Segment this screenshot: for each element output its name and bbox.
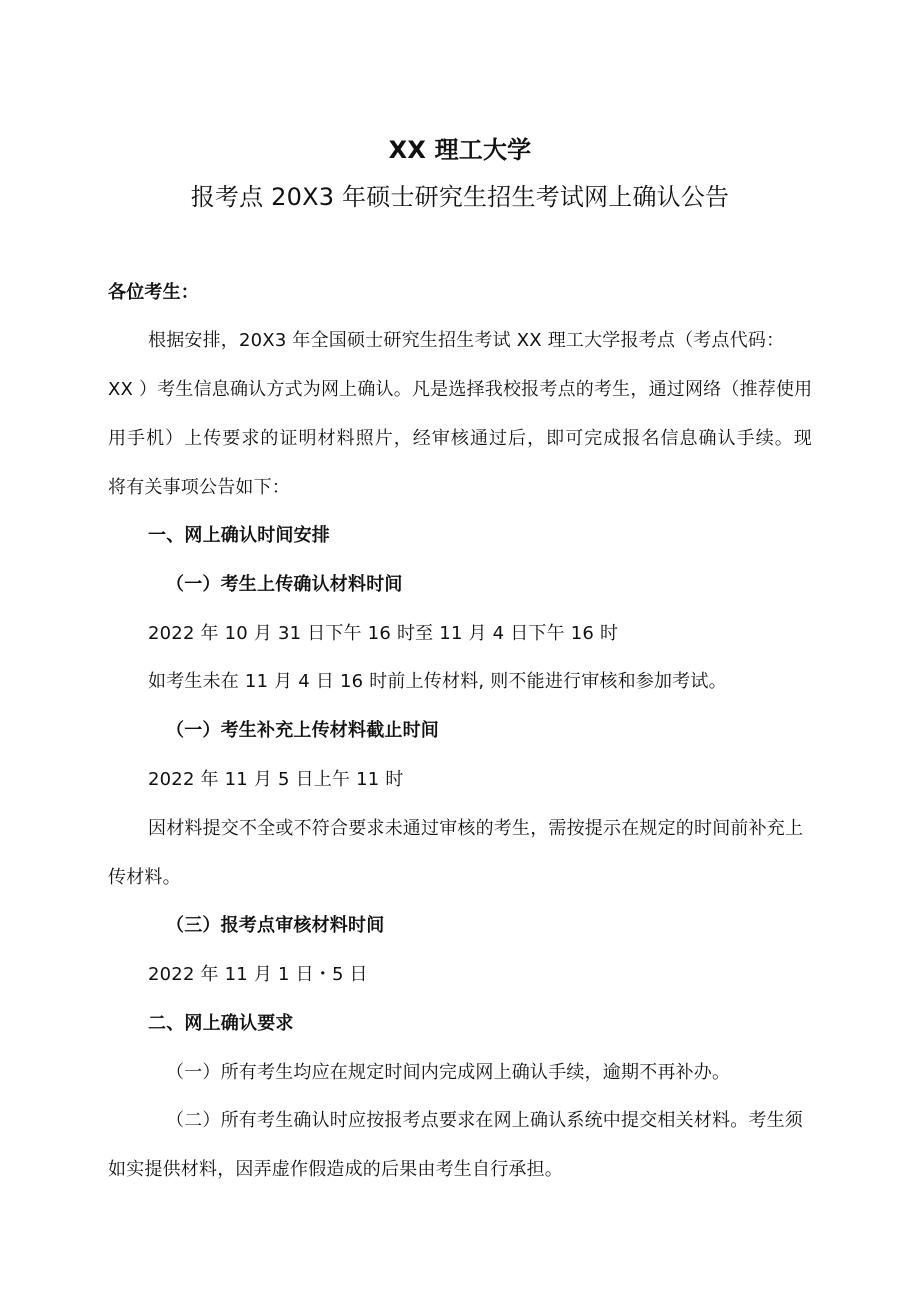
section-1-heading: 一、网上确认时间安排: [148, 525, 330, 546]
intro-line-3: 用手机）上传要求的证明材料照片，经审核通过后，即可完成报名信息确认手续。现: [108, 428, 812, 449]
section-1-sub2-note-line-1: 因材料提交不全或不符合要求未通过审核的考生，需按提示在规定的时间前补充上: [148, 818, 804, 839]
section-2-heading: 二、网上确认要求: [148, 1013, 294, 1034]
salutation: 各位考生：: [108, 282, 199, 303]
section-1-sub1-heading: （一）考生上传确认材料时间: [166, 574, 403, 595]
section-2-item-2-line-1: （二）所有考生确认时应按报考点要求在网上确认系统中提交相关材料。考生须: [166, 1110, 803, 1131]
document-subtitle: 报考点 20X3 年硕士研究生招生考试网上确认公告: [190, 183, 730, 211]
section-1-sub3-time: 2022 年 11 月 1 日・5 日: [148, 964, 368, 985]
section-1-sub2-heading: （一）考生补充上传材料截止时间: [166, 720, 439, 741]
section-1-sub2-time: 2022 年 11 月 5 日上午 11 时: [148, 769, 404, 790]
section-2-item-1: （一）所有考生均应在规定时间内完成网上确认手续，逾期不再补办。: [166, 1062, 731, 1083]
intro-line-4: 将有关事项公告如下：: [108, 477, 290, 498]
section-1-sub2-note-line-2: 传材料。: [108, 867, 181, 888]
intro-line-2: XX ）考生信息确认方式为网上确认。凡是选择我校报考点的考生，通过网络（推荐使用: [108, 379, 813, 400]
section-1-sub3-heading: （三）报考点审核材料时间: [166, 915, 385, 936]
section-1-sub1-note: 如考生未在 11 月 4 日 16 时前上传材料, 则不能进行审核和参加考试。: [148, 671, 727, 692]
intro-line-1: 根据安排，20X3 年全国硕士研究生招生考试 XX 理工大学报考点（考点代码：: [148, 330, 785, 351]
section-1-sub1-time: 2022 年 10 月 31 日下午 16 时至 11 月 4 日下午 16 时: [148, 623, 619, 644]
document-title: XX 理工大学: [388, 136, 532, 164]
section-2-item-2-line-2: 如实提供材料，因弄虚作假造成的后果由考生自行承担。: [108, 1159, 563, 1180]
